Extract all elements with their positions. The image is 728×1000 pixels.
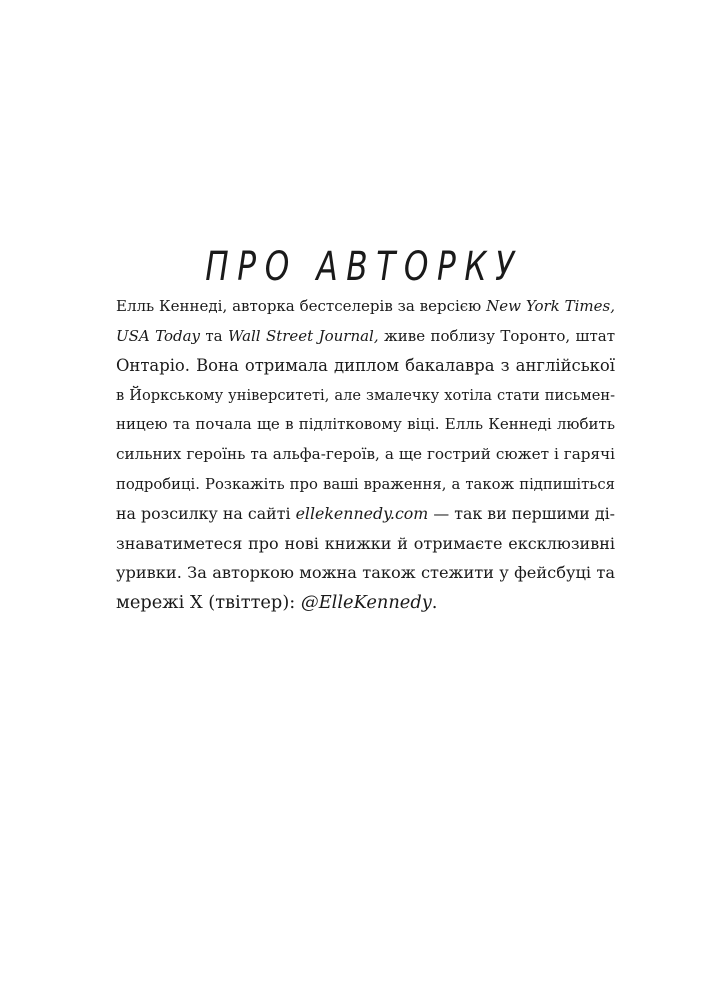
bio-line-11: [116, 588, 615, 618]
bio-line-10: уривки. За авторкою можна також стежити у фейсбуці та: [116, 563, 615, 583]
bio-line-8: [116, 499, 615, 529]
bio-text: Елль Кеннеді, авторка бестселерів за версією: [116, 297, 487, 315]
bio-line-7: подробиці. Розкажіть про ваші враження, а також підпишіться: [116, 475, 615, 493]
page-title: ПРО АВТОРКУ: [205, 243, 523, 290]
social-handle: @ElleKennedy: [300, 591, 432, 613]
newspaper-name-wsj: Wall Street Journal,: [227, 326, 379, 345]
newspaper-name-usa-today: USA Today: [116, 326, 200, 345]
bio-line-2: [116, 322, 615, 352]
author-bio-paragraph: [116, 292, 615, 618]
newspaper-name-nyt: New York Times,: [486, 297, 615, 315]
bio-line-4: в Йоркському університеті, але змалечку хотіла стати письмен-: [116, 386, 615, 404]
bio-line-6: сильних героїнь та альфа-героїв, а ще гострий сюжет і гарячі: [116, 444, 615, 463]
bio-line-3: Онтаріо. Вона отримала диплом бакалавра з англійської: [116, 356, 615, 376]
bio-line-5: ницею та почала ще в підлітковому віці. Елль Кеннеді любить: [116, 415, 615, 434]
website-link: ellekennedy.com: [295, 504, 429, 524]
bio-line-9: знаватиметеся про нові книжки й отримаєте ексклюзивні: [116, 533, 615, 553]
bio-text: живе поблизу Торонто, штат: [378, 326, 615, 345]
bio-text: .: [431, 591, 438, 613]
bio-text: мережі X (твіттер):: [116, 591, 301, 613]
bio-line-1: [116, 292, 615, 322]
bio-text: — так ви першими ді-: [428, 504, 615, 524]
bio-text: на розсилку на сайті: [116, 504, 296, 524]
bio-text: та: [200, 326, 228, 345]
